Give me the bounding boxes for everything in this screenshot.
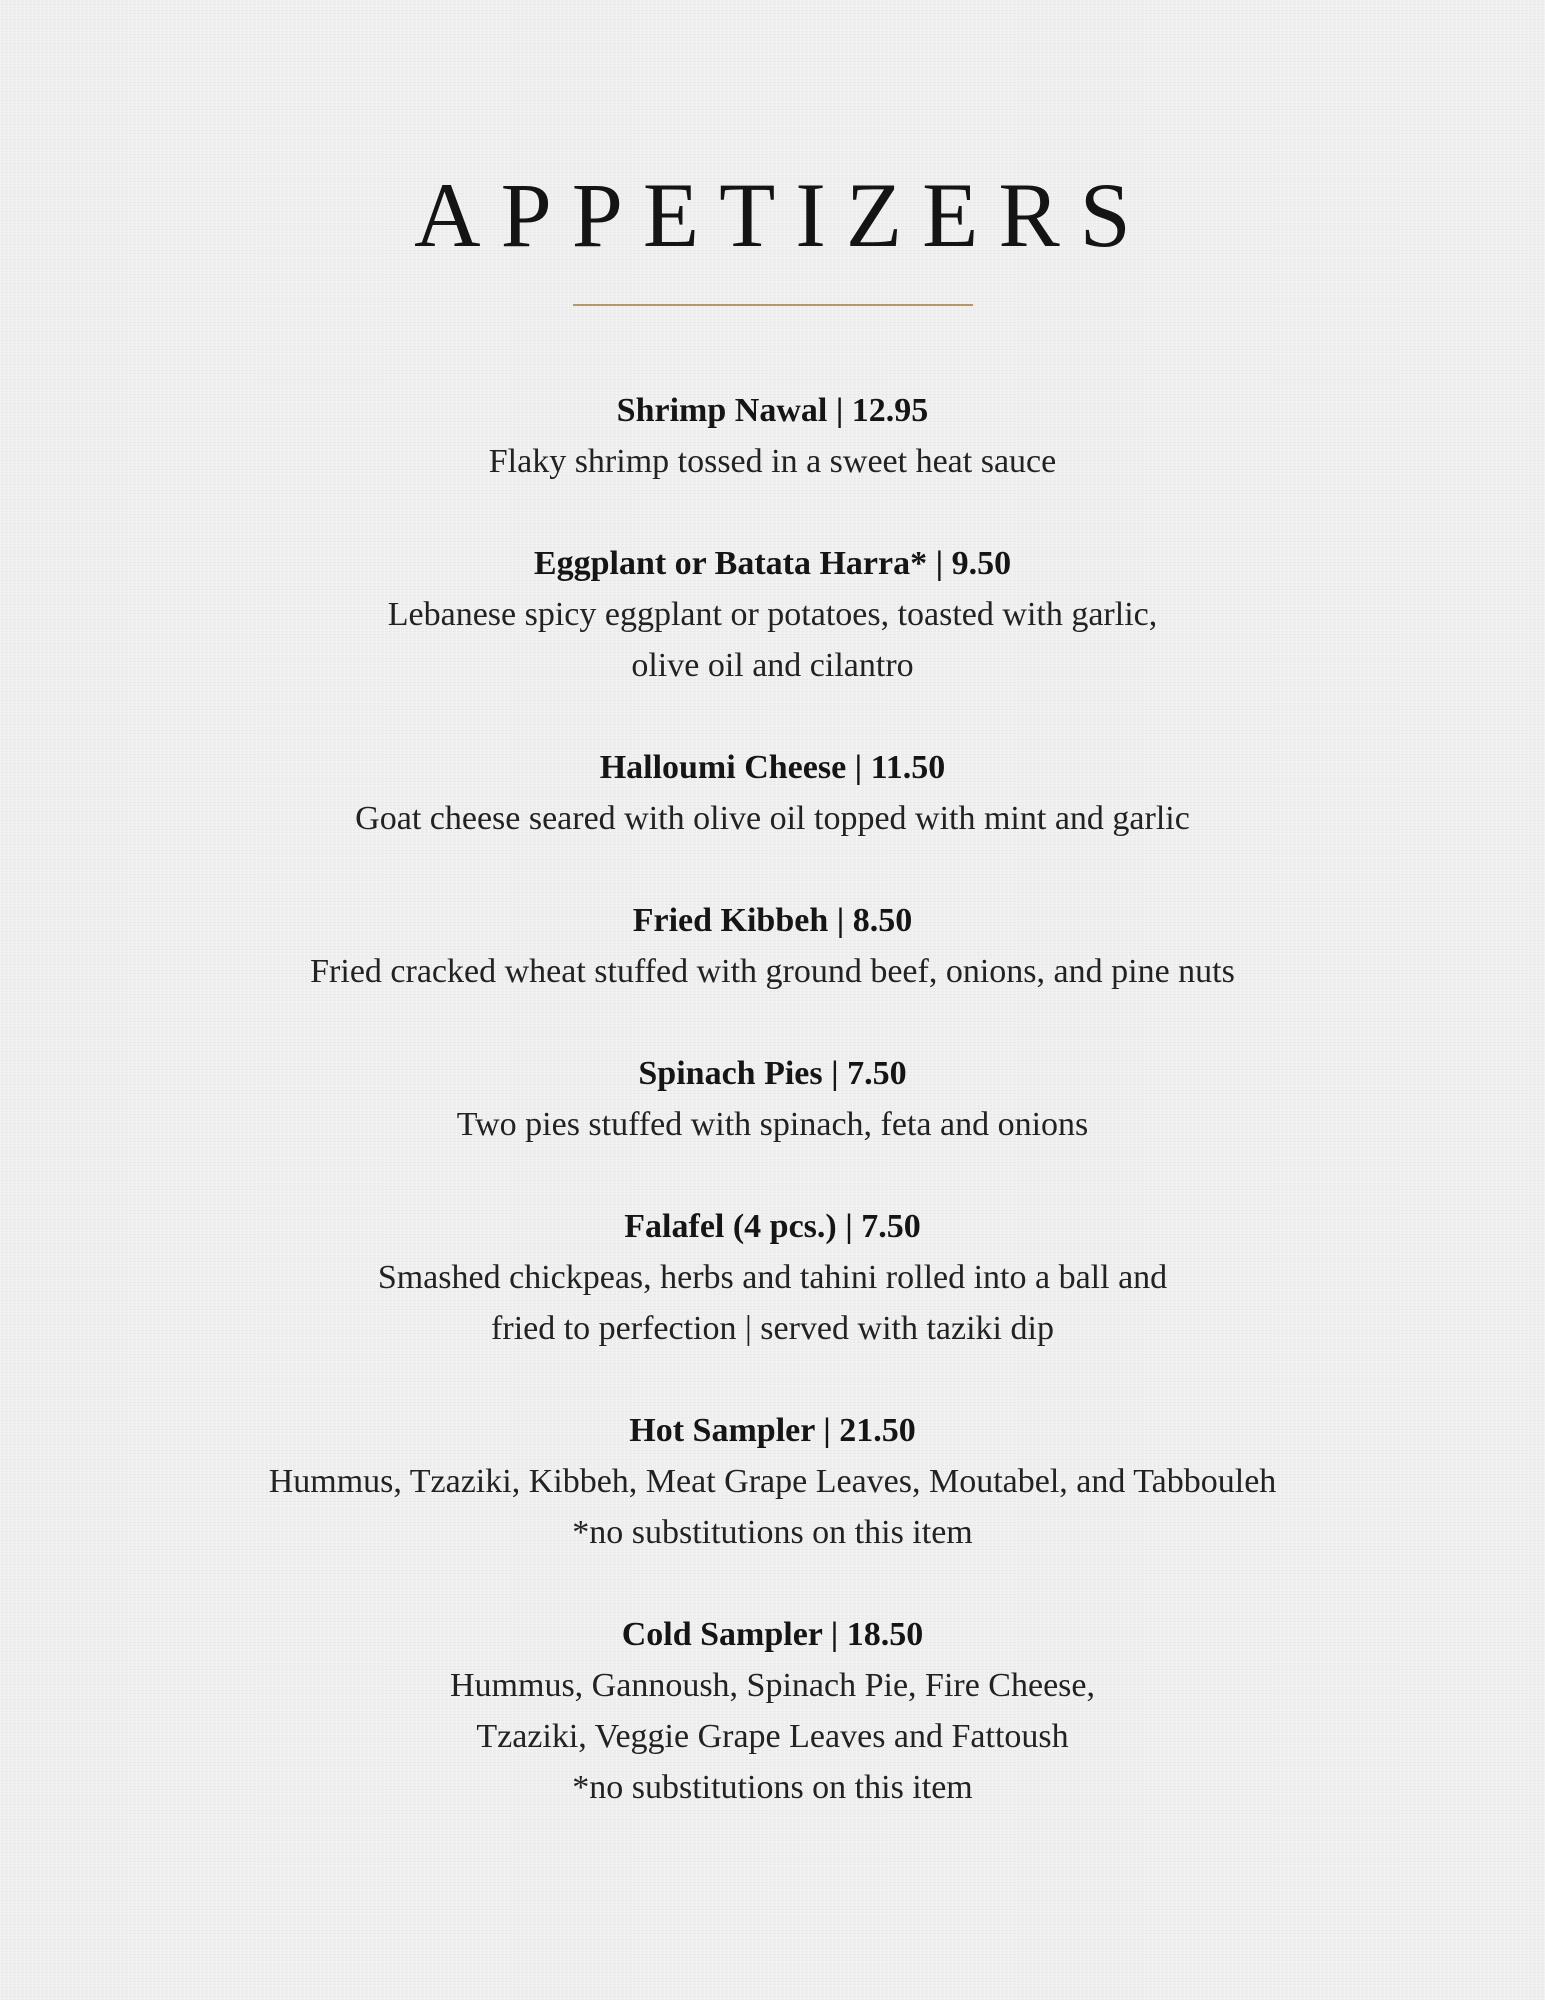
- menu-list: [0, 385, 1545, 1864]
- menu-item-name: Shrimp Nawal | 12.95: [616, 392, 929, 429]
- title-divider: [573, 304, 973, 306]
- menu-item-description: Hummus, Gannoush, Spinach Pie, Fire Cheese,: [450, 1667, 1095, 1704]
- page-title: APPETIZERS: [414, 164, 1151, 266]
- menu-item: [0, 1048, 1545, 1150]
- menu-item: [0, 895, 1545, 997]
- menu-item-description: Hummus, Tzaziki, Kibbeh, Meat Grape Leaves, Moutabel, and Tabbouleh: [268, 1463, 1277, 1500]
- menu-item-description: Flaky shrimp tossed in a sweet heat sauce: [488, 443, 1057, 480]
- menu-item-name: Eggplant or Batata Harra* | 9.50: [533, 545, 1012, 582]
- menu-item: [0, 1405, 1545, 1558]
- menu-item-name: Halloumi Cheese | 11.50: [599, 749, 946, 786]
- menu-item-description: Fried cracked wheat stuffed with ground beef, onions, and pine nuts: [310, 953, 1235, 990]
- menu-item: [0, 385, 1545, 487]
- menu-item-description: fried to perfection | served with taziki dip: [491, 1310, 1054, 1347]
- menu-item: [0, 1201, 1545, 1354]
- menu-item-description: Two pies stuffed with spinach, feta and onions: [456, 1106, 1089, 1143]
- menu-item-description: Tzaziki, Veggie Grape Leaves and Fattoush: [476, 1718, 1069, 1755]
- menu-item-description: Goat cheese seared with olive oil topped with mint and garlic: [355, 800, 1190, 837]
- menu-item-description: olive oil and cilantro: [631, 647, 914, 684]
- menu-item-description: Smashed chickpeas, herbs and tahini rolled into a ball and: [377, 1259, 1168, 1296]
- menu-item-name: Cold Sampler | 18.50: [621, 1616, 924, 1653]
- menu-item: [0, 742, 1545, 844]
- menu-item-note: *no substitutions on this item: [572, 1769, 973, 1806]
- menu-item-name: Hot Sampler | 21.50: [629, 1412, 916, 1449]
- menu-item-description: Lebanese spicy eggplant or potatoes, toasted with garlic,: [387, 596, 1158, 633]
- menu-item: [0, 1609, 1545, 1813]
- menu-item-name: Spinach Pies | 7.50: [638, 1055, 907, 1092]
- menu-item: [0, 538, 1545, 691]
- menu-item-name: Falafel (4 pcs.) | 7.50: [624, 1208, 921, 1245]
- menu-item-note: *no substitutions on this item: [572, 1514, 973, 1551]
- menu-item-name: Fried Kibbeh | 8.50: [632, 902, 913, 939]
